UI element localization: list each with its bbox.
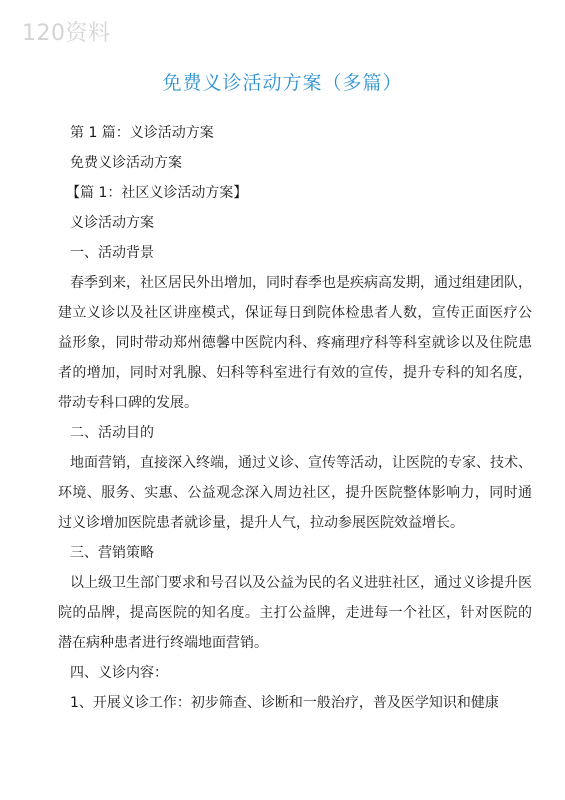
document-title: 免费义诊活动方案（多篇） xyxy=(162,72,403,94)
section-heading: 二、活动目的 xyxy=(70,425,154,441)
watermark: 120资料 xyxy=(22,21,111,46)
chapter-heading: 第 1 篇：义诊活动方案 xyxy=(70,125,214,141)
section-heading: 【篇 1：社区义诊活动方案】 xyxy=(66,185,248,201)
subtitle: 义诊活动方案 xyxy=(70,215,154,231)
paragraph: 以上级卫生部门要求和号召以及公益为民的名义进驻社区，通过义诊提升医院的品牌，提高医院的知名度。主打公益牌，走进每一个社区，针对医院的潜在病种患者进行终端地面营销。 xyxy=(58,575,532,651)
paragraph: 春季到来，社区居民外出增加，同时春季也是疾病高发期，通过组建团队，建立义诊以及社区讲座模式，保证每日到院体检患者人数，宣传正面医疗公益形象，同时带动郑州德馨中医院内科、疼痛理疗科等科室就诊以及住院患者的增加，同时对乳腺、妇科等科室进行有效的宣传，提升专科的知名度，带动专科口碑的发展。 xyxy=(58,275,532,411)
section-heading: 四、义诊内容： xyxy=(70,665,168,681)
paragraph: 地面营销，直接深入终端，通过义诊、宣传等活动，让医院的专家、技术、环境、服务、实惠、公益观念深入周边社区，提升医院整体影响力，同时通过义诊增加医院患者就诊量，提升人气，拉动参展医院效益增长。 xyxy=(58,455,532,531)
paragraph: 1、开展义诊工作：初步筛查、诊断和一般治疗，普及医学知识和健康 xyxy=(70,695,499,711)
document-body xyxy=(58,118,532,718)
section-heading: 一、活动背景 xyxy=(70,245,154,261)
section-heading: 三、营销策略 xyxy=(70,545,154,561)
subtitle: 免费义诊活动方案 xyxy=(70,155,182,171)
